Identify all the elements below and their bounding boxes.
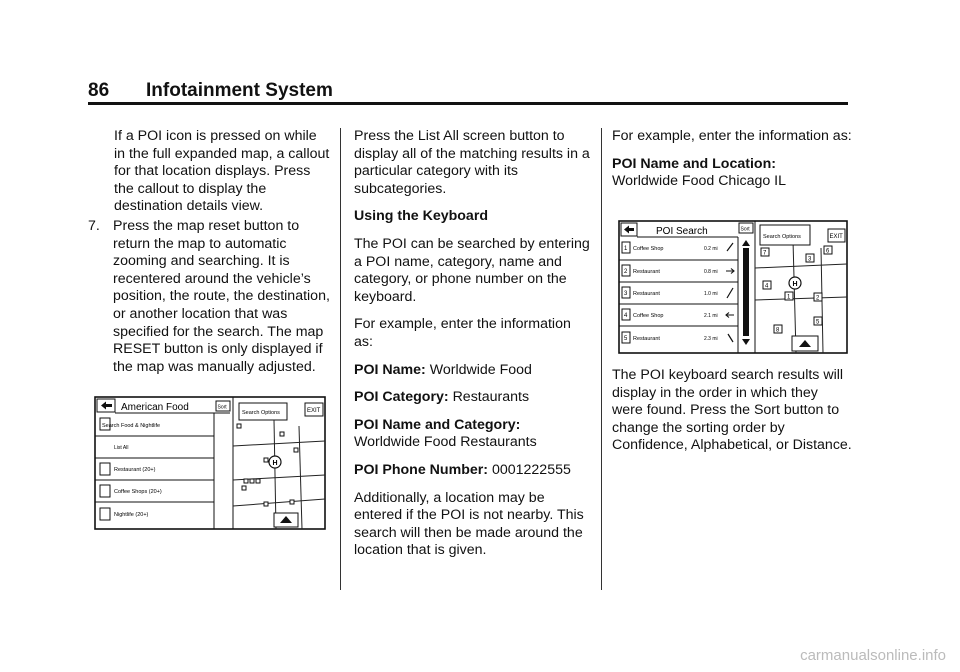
map-label: 1 <box>787 294 791 301</box>
result-index: 5 <box>624 336 628 342</box>
paragraph: If a POI icon is pressed on while in the full expanded map, a callout for that location displays. Press the callout to display the destination details view. <box>114 128 330 215</box>
map-label: 4 <box>765 283 769 290</box>
back-arrow-icon[interactable] <box>97 399 115 412</box>
result-name: Coffee Shop <box>633 246 664 252</box>
step-text: Press the map reset button to return the map to automatic zooming and searching. It is recentered around the vehicle’s position, the route, the destination, or another location that was specified for the search. The map RESET button is only displayed if the map was manually adjusted. <box>113 218 330 375</box>
sort-label: Sort <box>217 404 227 411</box>
field-value: Worldwide Food Chicago IL <box>612 173 787 190</box>
field-value: Worldwide Food Restaurants <box>354 434 537 451</box>
exit-button[interactable] <box>305 403 323 416</box>
exit-label: EXIT <box>829 234 843 240</box>
page-number: 86 <box>88 80 110 101</box>
figure-american-food-screen <box>94 396 326 530</box>
back-arrow-icon[interactable] <box>621 223 637 236</box>
map-label: 3 <box>808 256 812 263</box>
sort-label: Sort <box>740 226 750 233</box>
list-item[interactable]: Coffee Shops (20+) <box>114 489 162 495</box>
column-3 <box>612 128 852 201</box>
search-options-button[interactable] <box>760 225 810 245</box>
map-label: 8 <box>776 327 780 334</box>
paragraph: The POI keyboard search results will display in the order in which they were found. Press the Sort button to change the sorting order by Confidence, Alphabetical, or Distance. <box>612 367 852 454</box>
example-poi-name <box>354 362 592 380</box>
result-index: 1 <box>624 246 628 252</box>
map-label: 7 <box>763 250 767 257</box>
result-name: Restaurant <box>633 269 660 275</box>
section-heading: Using the Keyboard <box>354 208 489 225</box>
column-1 <box>114 128 330 226</box>
search-options-label: Search Options <box>242 410 280 416</box>
page-header <box>88 80 333 102</box>
map-scroll-up-button[interactable] <box>274 513 298 527</box>
screen-title: American Food <box>121 402 189 413</box>
result-distance: 0.2 mi <box>704 246 718 252</box>
field-value: Worldwide Food <box>429 361 532 378</box>
example-poi-name-location <box>612 156 852 191</box>
result-distance: 2.1 mi <box>704 313 718 319</box>
result-name: Restaurant <box>633 336 660 342</box>
figure-poi-search-screen <box>618 220 848 354</box>
map-scroll-up-button[interactable] <box>792 336 818 351</box>
column-2 <box>354 128 592 570</box>
map-label: 6 <box>826 248 830 255</box>
exit-button[interactable] <box>828 229 845 242</box>
field-label: POI Category: <box>354 389 449 406</box>
field-label: POI Name: <box>354 361 426 378</box>
results-scrollbar[interactable] <box>742 240 750 345</box>
checkbox[interactable] <box>100 508 110 520</box>
vehicle-marker-icon <box>269 456 281 468</box>
column-divider <box>601 128 602 590</box>
vehicle-marker-icon <box>789 277 801 289</box>
checkbox[interactable] <box>100 463 110 475</box>
exit-label: EXIT <box>307 408 321 414</box>
screen-title: POI Search <box>656 226 708 237</box>
example-poi-phone <box>354 462 592 480</box>
marker-label: H <box>272 460 278 467</box>
section-title: Infotainment System <box>146 80 333 101</box>
paragraph: For example, enter the information as: <box>354 316 571 350</box>
field-value: 0001222555 <box>491 461 571 478</box>
field-label: POI Name and Location: <box>612 155 776 172</box>
paragraph: The POI can be searched by entering a POI name, category, name and category, or phone number on the keyboard. <box>354 235 590 305</box>
list-item[interactable]: Nightlife (20+) <box>114 512 149 518</box>
column-3-lower <box>612 367 852 465</box>
example-poi-category <box>354 389 592 407</box>
result-name: Coffee Shop <box>633 313 664 319</box>
example-poi-name-category <box>354 417 592 452</box>
header-rule <box>88 102 848 105</box>
field-label: POI Name and Category: <box>354 416 521 433</box>
column-divider <box>340 128 341 590</box>
map-label: 5 <box>816 319 820 326</box>
watermark: carmanualsonline.info <box>800 647 946 664</box>
paragraph: Press the List All screen button to display all of the matching results in a particular category with its subcategories. <box>354 128 590 197</box>
result-index: 4 <box>624 313 628 319</box>
list-item[interactable]: Restaurant (20+) <box>114 467 156 473</box>
field-label: POI Phone Number: <box>354 461 489 478</box>
step-7 <box>88 218 330 376</box>
result-index: 2 <box>624 269 628 275</box>
paragraph: For example, enter the information as: <box>612 128 852 144</box>
checkbox[interactable] <box>100 485 110 497</box>
list-item[interactable]: List All <box>114 445 129 451</box>
result-distance: 1.0 mi <box>704 291 718 297</box>
marker-label: H <box>792 281 798 288</box>
map-label: 2 <box>816 295 820 302</box>
paragraph: Additionally, a location may be entered if the POI is not nearby. This search will then be made around the location that is given. <box>354 489 584 559</box>
result-name: Restaurant <box>633 291 660 297</box>
search-options-label: Search Options <box>763 234 801 240</box>
sort-button[interactable] <box>739 223 753 233</box>
search-options-button[interactable] <box>239 403 287 420</box>
field-value: Restaurants <box>452 389 530 406</box>
column-1-step <box>88 218 330 386</box>
result-index: 3 <box>624 291 628 297</box>
list-item[interactable]: Search Food & Nightlife <box>102 423 161 429</box>
result-distance: 0.8 mi <box>704 269 718 275</box>
result-distance: 2.3 mi <box>704 336 718 342</box>
sort-button[interactable] <box>216 401 230 411</box>
step-number: 7. <box>88 218 100 234</box>
